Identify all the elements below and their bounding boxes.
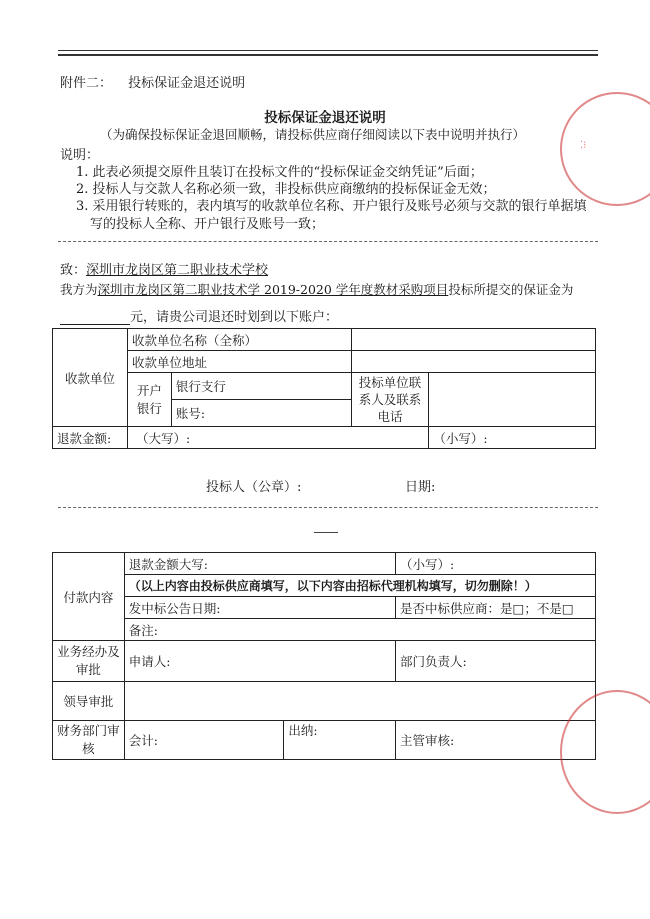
- cashier-label: 出纳:: [288, 723, 318, 738]
- note-2: 2. 投标人与交款人名称必须一致，非投标供应商缴纳的投标保证金无效；: [76, 182, 496, 197]
- dept-head-field[interactable]: [396, 641, 596, 682]
- center-mark: [314, 532, 338, 533]
- bank-branch-label: 银行支行: [175, 379, 226, 394]
- to-label: 致：: [60, 263, 87, 278]
- payee-unit-label: 收款单位: [53, 329, 128, 427]
- payment-approval-table: [52, 552, 596, 760]
- refund-lower-row[interactable]: [396, 553, 596, 575]
- is-winner-field[interactable]: 是否中标供应商：是□；不是□: [396, 597, 596, 619]
- stmt-suffix: 投标所提交的保证金为: [448, 282, 574, 297]
- refund-upper-field[interactable]: [127, 427, 428, 449]
- accountant-label: 会计:: [128, 733, 159, 748]
- note-1: 1. 此表必须提交原件且装订在投标文件的“投标保证金交纳凭证”后面；: [76, 165, 483, 180]
- attachment-line: [60, 72, 245, 91]
- payee-address-label: 收款单位地址: [127, 351, 351, 373]
- account-label: 账号:: [175, 406, 206, 421]
- announce-date-label: 发中标公告日期:: [128, 600, 221, 616]
- refund-upper-label: （大写）:: [135, 430, 191, 446]
- payee-name-field[interactable]: [351, 329, 595, 351]
- refund-upper2-label: 退款金额大写:: [128, 556, 209, 572]
- leader-approval-field[interactable]: [124, 682, 595, 721]
- bidder-seal-label: 投标人（公章）:: [206, 480, 302, 495]
- bank-label: 开户银行: [127, 373, 171, 427]
- stmt-prefix: 我方为: [60, 282, 98, 297]
- statement-line: [60, 280, 573, 298]
- attachment-title: 投标保证金退还说明: [128, 76, 246, 91]
- contact-field[interactable]: [429, 373, 596, 427]
- announce-date-field[interactable]: [124, 597, 395, 619]
- refund-lower-field[interactable]: [429, 427, 596, 449]
- refund-account-table: [52, 328, 596, 449]
- to-line: [60, 259, 268, 278]
- note-4: 写的投标人全称、开户银行及账号一致；: [90, 217, 325, 232]
- finance-dept-label: 财务部门审核: [53, 721, 125, 760]
- date-label: 日期:: [405, 480, 436, 495]
- section-divider: [58, 241, 598, 242]
- refund-lower-label: （小写）:: [433, 430, 488, 446]
- account-field[interactable]: [171, 400, 351, 427]
- doc-subtitle: （为确保投标保证金退回顺畅，请投标供应商仔细阅读以下表中说明并执行）: [100, 127, 526, 142]
- payee-address-field[interactable]: [351, 351, 595, 373]
- refund-amount-label: 退款金额:: [53, 427, 128, 449]
- accountant-field[interactable]: [124, 721, 284, 760]
- contact-label: 投标单位联系人及联系电话: [351, 373, 429, 427]
- leader-approval-label: 领导审批: [53, 682, 125, 721]
- cashier-supervisor-wrap: [284, 721, 395, 759]
- fill-notice: （以上内容由投标供应商填写，以下内容由招标代理机构填写，切勿删除！）: [124, 575, 595, 597]
- refund-lower2-label: （小写）:: [400, 556, 455, 572]
- stmt-line2: 元，请贵公司退还时划到以下账户：: [130, 310, 339, 325]
- payment-content-label: 付款内容: [53, 553, 125, 641]
- notes-heading: 说明：: [60, 148, 100, 163]
- payee-name-label: 收款单位名称（全称）: [127, 329, 351, 351]
- header-rule-thin: [58, 50, 598, 51]
- applicant-label: 申请人:: [128, 654, 171, 669]
- bank-branch-field[interactable]: [171, 373, 351, 400]
- supervisor-label: 主管审核:: [400, 733, 455, 748]
- header-rule-thick: [58, 54, 598, 56]
- amount-blank: [60, 312, 130, 325]
- remarks-field[interactable]: [124, 619, 595, 641]
- stmt-project: 深圳市龙岗区第二职业技术学 2019-2020 学年度教材采购项目: [97, 282, 449, 297]
- to-org: 深圳市龙岗区第二职业技术学校: [86, 263, 269, 278]
- remarks-label: 备注:: [128, 622, 159, 638]
- note-3: 3. 采用银行转账的，表内填写的收款单位名称、开户银行及账号必须与交款的银行单据填: [76, 199, 587, 214]
- attachment-label: 附件二：: [60, 76, 113, 91]
- cashier-supervisor-cell: [284, 721, 396, 760]
- refund-upper-row[interactable]: [124, 553, 395, 575]
- cut-line: [58, 507, 598, 508]
- seal-mark-top: ⁚⁝: [580, 140, 587, 151]
- statement-line-2: [60, 306, 338, 325]
- doc-title: 投标保证金退还说明: [264, 110, 386, 126]
- business-approval-label: 业务经办及审批: [53, 641, 125, 682]
- applicant-field[interactable]: [124, 641, 395, 682]
- dept-head-label: 部门负责人:: [400, 654, 467, 669]
